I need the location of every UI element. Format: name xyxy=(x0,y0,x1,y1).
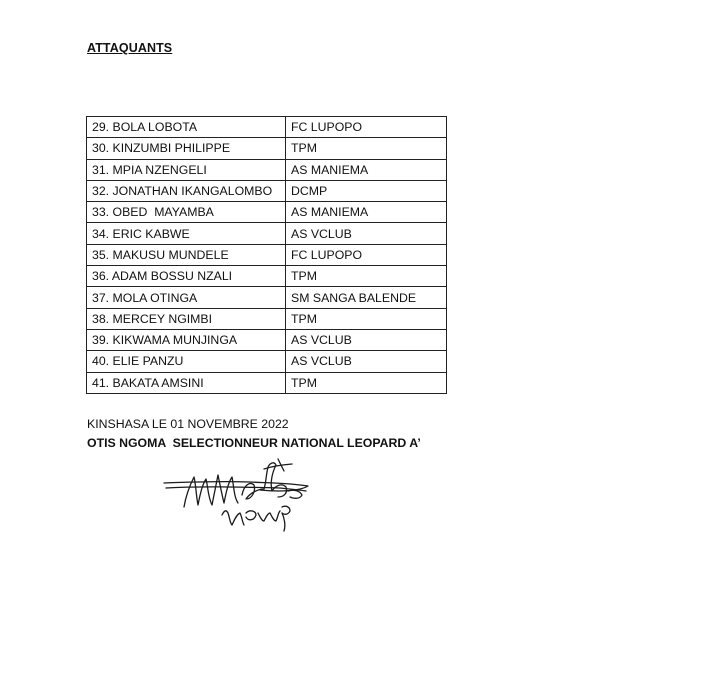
player-name-cell: 35. MAKUSU MUNDELE xyxy=(87,244,286,265)
player-club-cell: FC LUPOPO xyxy=(286,244,447,265)
player-row xyxy=(87,329,447,350)
signature-icon xyxy=(160,455,315,535)
player-row xyxy=(87,244,447,265)
signatory-line: OTIS NGOMA SELECTIONNEUR NATIONAL LEOPARD A’ xyxy=(87,436,421,450)
player-name-cell: 31. MPIA NZENGELI xyxy=(87,159,286,180)
player-name-cell: 32. JONATHAN IKANGALOMBO xyxy=(87,180,286,201)
player-row xyxy=(87,287,447,308)
player-club-cell: AS MANIEMA xyxy=(286,159,447,180)
player-row xyxy=(87,266,447,287)
player-row xyxy=(87,138,447,159)
player-row xyxy=(87,308,447,329)
player-row xyxy=(87,180,447,201)
player-name-cell: 29. BOLA LOBOTA xyxy=(87,117,286,138)
player-name-cell: 37. MOLA OTINGA xyxy=(87,287,286,308)
players-table-body xyxy=(87,117,447,394)
player-row xyxy=(87,223,447,244)
player-row xyxy=(87,351,447,372)
player-row xyxy=(87,202,447,223)
player-club-cell: AS VCLUB xyxy=(286,223,447,244)
player-name-cell: 30. KINZUMBI PHILIPPE xyxy=(87,138,286,159)
players-table xyxy=(86,116,447,394)
player-name-cell: 33. OBED MAYAMBA xyxy=(87,202,286,223)
player-name-cell: 41. BAKATA AMSINI xyxy=(87,372,286,393)
player-club-cell: SM SANGA BALENDE xyxy=(286,287,447,308)
player-row xyxy=(87,159,447,180)
player-club-cell: AS VCLUB xyxy=(286,329,447,350)
player-name-cell: 38. MERCEY NGIMBI xyxy=(87,308,286,329)
player-club-cell: FC LUPOPO xyxy=(286,117,447,138)
player-name-cell: 39. KIKWAMA MUNJINGA xyxy=(87,329,286,350)
player-club-cell: TPM xyxy=(286,308,447,329)
player-club-cell: TPM xyxy=(286,138,447,159)
place-date-line: KINSHASA LE 01 NOVEMBRE 2022 xyxy=(87,417,289,431)
section-heading: ATTAQUANTS xyxy=(87,41,173,55)
player-name-cell: 34. ERIC KABWE xyxy=(87,223,286,244)
player-row xyxy=(87,372,447,393)
player-club-cell: TPM xyxy=(286,266,447,287)
player-club-cell: DCMP xyxy=(286,180,447,201)
player-name-cell: 36. ADAM BOSSU NZALI xyxy=(87,266,286,287)
player-club-cell: AS VCLUB xyxy=(286,351,447,372)
player-club-cell: TPM xyxy=(286,372,447,393)
player-row xyxy=(87,117,447,138)
player-name-cell: 40. ELIE PANZU xyxy=(87,351,286,372)
player-club-cell: AS MANIEMA xyxy=(286,202,447,223)
signature-strokes xyxy=(164,459,308,531)
